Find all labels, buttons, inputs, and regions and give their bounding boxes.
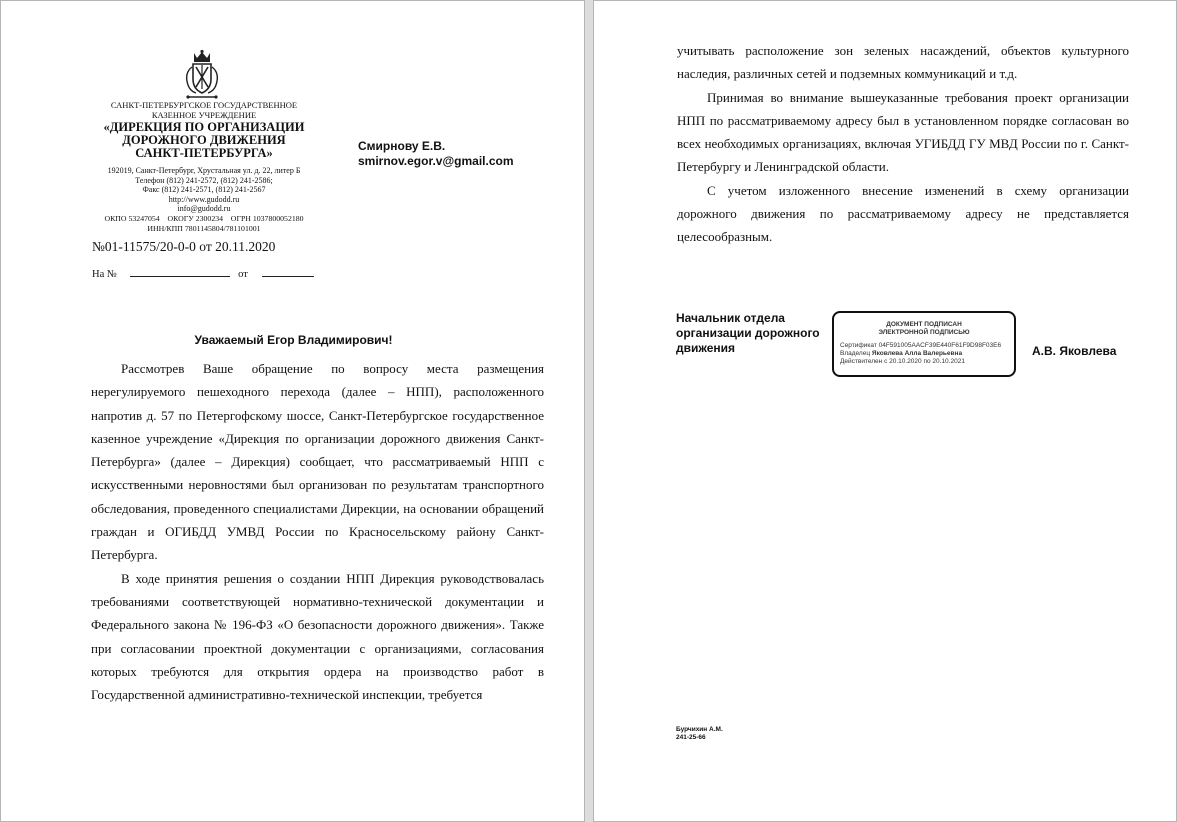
stamp-owner: Яковлева Алла Валерьевна xyxy=(871,350,963,357)
stamp-validity: Действителен с 20.10.2020 по 20.10.2021 xyxy=(840,358,965,365)
stamp-certificate: Сертификат 04F591005AACF39E440F61F9D98F03E6 xyxy=(840,342,1002,349)
org-name-line2: ДОРОЖНОГО ДВИЖЕНИЯ xyxy=(122,133,286,147)
outgoing-number: №01-11575/20-0-0 от 20.11.2020 xyxy=(92,239,276,254)
executor-name: Бурчихин А.М. xyxy=(676,726,723,733)
org-codes: ОКПО 53247054 ОКОГУ 2300234 ОГРН 1037800052180 xyxy=(104,214,304,223)
recipient-name: Смирнову Е.В. xyxy=(358,139,446,153)
signatory-title-line1: Начальник отдела xyxy=(676,311,785,325)
letter-body-page2 xyxy=(677,39,1129,249)
stamp-header-line1: ДОКУМЕНТ ПОДПИСАН xyxy=(886,321,962,328)
incoming-date-line xyxy=(262,265,314,277)
org-website-link[interactable]: http://www.gudodd.ru xyxy=(168,194,240,204)
executor-phone: 241-25-66 xyxy=(676,734,706,741)
signatory-title-line2: организации дорожного xyxy=(676,326,820,340)
paragraph: учитывать расположение зон зеленых насаждений, объектов культурного наследия, различных сетей и подземных коммуникаций и т.д. xyxy=(677,43,1129,82)
stamp-header-line2: ЭЛЕКТРОННОЙ ПОДПИСЬЮ xyxy=(878,329,970,336)
executor-info xyxy=(676,726,723,742)
org-fax: Факс (812) 241-2571, (812) 241-2567 xyxy=(142,185,266,194)
stamp-owner-label: Владелец xyxy=(840,350,871,357)
signatory-name: А.В. Яковлева xyxy=(1032,344,1117,358)
incoming-from-label: от xyxy=(238,269,248,280)
org-name-line1: «ДИРЕКЦИЯ ПО ОРГАНИЗАЦИИ xyxy=(103,120,305,134)
paragraph: С учетом изложенного внесение изменений в схему организации дорожного движения по рассматриваемому адресу не представляется целесообразным. xyxy=(677,182,1129,245)
letter-body-page1 xyxy=(91,357,544,706)
incoming-no-label: На № xyxy=(92,269,117,280)
org-phone: Телефон (812) 241-2572, (812) 241-2586; xyxy=(135,175,273,185)
org-name-line3: САНКТ-ПЕТЕРБУРГА» xyxy=(135,146,273,160)
org-email-link[interactable]: info@gudodd.ru xyxy=(177,204,231,213)
org-registration xyxy=(81,214,327,234)
paragraph: В ходе принятия решения о создании НПП Дирекция руководствовалась требованиями соответствующей нормативно-технической документации и Федерального закона № 196-ФЗ «О безопасности дорожного движения». Также при согласовании проектной документации с организациями, согласования которых требуются для открытия ордера на производство работ в Государственной административно-технической инспекции, требуется xyxy=(91,570,544,703)
org-name xyxy=(81,121,327,160)
incoming-no-line xyxy=(130,265,230,277)
document-page-2 xyxy=(593,0,1177,822)
salutation: Уважаемый Егор Владимирович! xyxy=(194,333,393,347)
recipient-email: smirnov.egor.v@gmail.com xyxy=(358,154,514,168)
paragraph: Рассмотрев Ваше обращение по вопросу места размещения нерегулируемого пешеходного перехода (далее – НПП), расположенного напротив д. 57 по Петергофскому шоссе, Санкт-Петербургское государственное казенное учреждение «Дирекция по организации дорожного движения Санкт-Петербурга» (далее – Дирекция) сообщает, что рассматриваемый НПП с искусственными неровностями был организован по результатам транспортного обследования, проведенного специалистами Дирекции, на основании обращений граждан и ОГИБДД УМВД России по Красносельскому району Санкт-Петербурга. xyxy=(91,361,544,563)
recipient-block xyxy=(358,139,514,169)
org-inn-kpp: ИНН/КПП 7801145804/781101001 xyxy=(147,224,261,233)
org-address: 192019, Санкт-Петербург, Хрустальная ул. д. 22, литер Б xyxy=(107,166,301,175)
stamp-owner-row xyxy=(834,350,1014,358)
signatory-title-line3: движения xyxy=(676,341,736,355)
stamp-header xyxy=(834,321,1014,337)
org-contacts xyxy=(81,166,327,214)
org-type-line2: КАЗЕННОЕ УЧРЕЖДЕНИЕ xyxy=(151,110,257,120)
signatory-title xyxy=(676,311,836,356)
document-page-1 xyxy=(0,0,585,822)
org-type-line1: САНКТ-ПЕТЕРБУРГСКОЕ ГОСУДАРСТВЕННОЕ xyxy=(110,100,298,110)
incoming-reference xyxy=(92,265,314,280)
coat-of-arms-icon xyxy=(179,49,225,101)
paragraph: Принимая во внимание вышеуказанные требования проект организации НПП по рассматриваемому адресу был в установленном порядке согласован во всех необходимых организациях, включая УГИБДД ГУ МВД России по г. Санкт-Петербургу и Ленинградской области. xyxy=(677,89,1129,175)
org-type xyxy=(81,100,327,120)
electronic-signature-stamp xyxy=(832,311,1016,377)
